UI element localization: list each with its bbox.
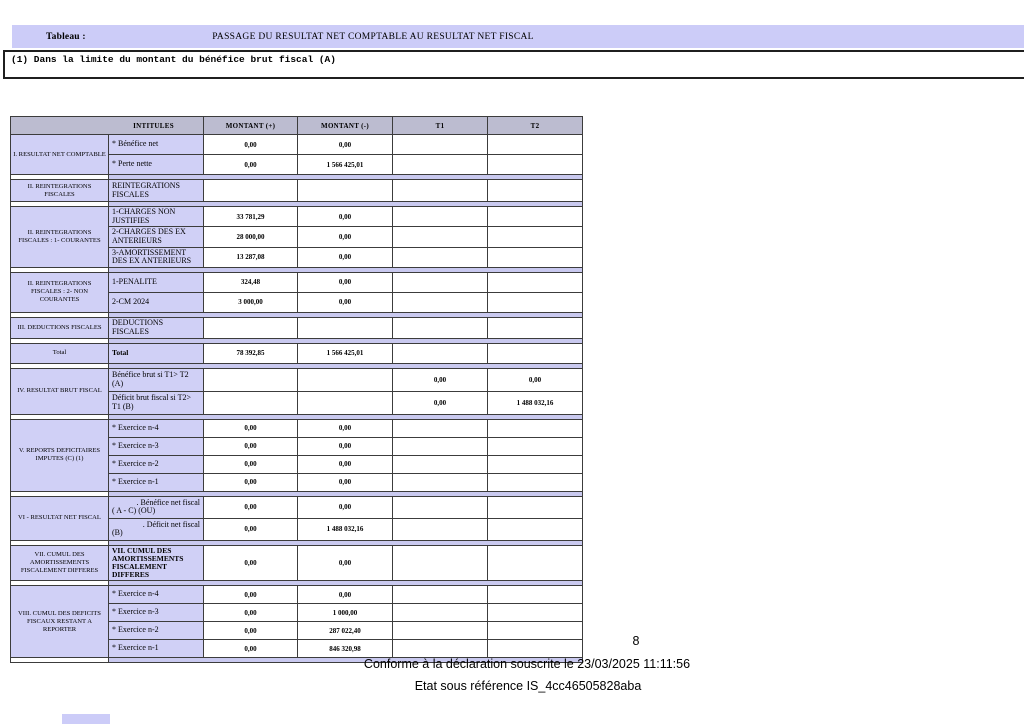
value-cell — [393, 518, 488, 540]
value-cell — [393, 155, 488, 175]
value-cell — [298, 368, 393, 391]
value-cell — [393, 419, 488, 437]
value-cell: 0,00 — [393, 368, 488, 391]
value-cell: 0,00 — [298, 419, 393, 437]
value-cell — [393, 640, 488, 658]
value-cell — [488, 473, 583, 491]
fiscal-table-body — [11, 135, 583, 663]
value-cell — [298, 391, 393, 414]
value-cell — [393, 437, 488, 455]
row-label-cell: 2-CHARGES DES EX ANTERIEURS — [109, 227, 204, 247]
value-cell: 0,00 — [488, 368, 583, 391]
table-row — [11, 343, 583, 363]
row-label-cell: * Exercice n-2 — [109, 622, 204, 640]
value-cell — [488, 135, 583, 155]
value-cell — [488, 247, 583, 267]
row-label-cell: * Exercice n-3 — [109, 604, 204, 622]
row-label-cell: Bénéfice brut si T1> T2 (A) — [109, 368, 204, 391]
value-cell — [488, 640, 583, 658]
section-label-cell: VIII. CUMUL DES DEFICITS FISCAUX RESTANT A REPORTER — [11, 586, 109, 658]
table-row — [11, 586, 583, 604]
value-cell — [488, 622, 583, 640]
value-cell — [393, 247, 488, 267]
footnote-text: (1) Dans la limite du montant du bénéfice brut fiscal (A) — [11, 54, 336, 65]
value-cell — [488, 437, 583, 455]
value-cell: 78 392,85 — [204, 343, 298, 363]
value-cell — [488, 496, 583, 518]
table-row — [11, 272, 583, 292]
value-cell — [488, 292, 583, 312]
table-row — [11, 419, 583, 437]
value-cell — [298, 180, 393, 202]
section-label-cell: IV. RESULTAT BRUT FISCAL — [11, 368, 109, 414]
value-cell: 3 000,00 — [204, 292, 298, 312]
page-header-bar — [12, 25, 1024, 48]
value-cell — [488, 545, 583, 580]
value-cell: 0,00 — [204, 496, 298, 518]
footer-reference-line: Etat sous référence IS_4cc46505828aba — [414, 679, 642, 693]
row-label-cell: VII. CUMUL DES AMORTISSEMENTS FISCALEMENT DIFFERES — [109, 545, 204, 580]
row-label-cell: Total — [109, 343, 204, 363]
section-label-cell: VI - RESULTAT NET FISCAL — [11, 496, 109, 540]
row-label-cell: * Exercice n-3 — [109, 437, 204, 455]
fiscal-table-wrapper — [10, 116, 583, 663]
value-cell: 1 488 032,16 — [488, 391, 583, 414]
value-cell: 1 566 425,01 — [298, 155, 393, 175]
value-cell — [488, 317, 583, 338]
value-cell: 0,00 — [298, 586, 393, 604]
value-cell: 0,00 — [298, 292, 393, 312]
row-label-cell: * Exercice n-1 — [109, 473, 204, 491]
value-cell — [393, 622, 488, 640]
section-label-cell: Total — [11, 343, 109, 363]
value-cell: 33 781,29 — [204, 207, 298, 227]
value-cell: 846 320,98 — [298, 640, 393, 658]
value-cell — [488, 419, 583, 437]
value-cell — [488, 518, 583, 540]
value-cell: 0,00 — [204, 473, 298, 491]
col-header-t1: T1 — [393, 117, 488, 135]
value-cell: 28 000,00 — [204, 227, 298, 247]
value-cell — [488, 227, 583, 247]
value-cell: 1 566 425,01 — [298, 343, 393, 363]
value-cell: 0,00 — [298, 272, 393, 292]
value-cell: 0,00 — [298, 135, 393, 155]
row-label-cell: 2-CM 2024 — [109, 292, 204, 312]
table-row — [11, 135, 583, 155]
section-label-cell: II. REINTEGRATIONS FISCALES — [11, 180, 109, 202]
section-label-cell: V. REPORTS DEFICITAIRES IMPUTES (C) (1) — [11, 419, 109, 491]
value-cell — [204, 317, 298, 338]
row-label-cell: 1-CHARGES NON JUSTIFIES — [109, 207, 204, 227]
value-cell — [393, 604, 488, 622]
row-label-cell: Déficit brut fiscal si T2> T1 (B) — [109, 391, 204, 414]
value-cell — [488, 604, 583, 622]
value-cell: 0,00 — [204, 518, 298, 540]
value-cell: 0,00 — [204, 640, 298, 658]
section-label-cell: I. RESULTAT NET COMPTABLE — [11, 135, 109, 175]
table-header-row — [11, 117, 583, 135]
page-number: 8 — [632, 634, 640, 648]
tableau-label: Tableau : — [46, 31, 86, 42]
row-label-cell: 3-AMORTISSEMENT DES EX ANTERIEURS — [109, 247, 204, 267]
table-row — [11, 317, 583, 338]
value-cell: 0,00 — [298, 545, 393, 580]
section-label-cell: II. REINTEGRATIONS FISCALES : 1- COURANTES — [11, 207, 109, 268]
row-label-cell: * Exercice n-2 — [109, 455, 204, 473]
value-cell — [204, 368, 298, 391]
page-title: PASSAGE DU RESULTAT NET COMPTABLE AU RESULTAT NET FISCAL — [212, 31, 534, 42]
value-cell — [393, 586, 488, 604]
value-cell — [488, 272, 583, 292]
row-label-cell: * Exercice n-4 — [109, 586, 204, 604]
value-cell — [488, 180, 583, 202]
value-cell — [393, 207, 488, 227]
value-cell — [393, 545, 488, 580]
value-cell: 0,00 — [204, 437, 298, 455]
value-cell — [488, 343, 583, 363]
table-row — [11, 180, 583, 202]
value-cell: 0,00 — [298, 473, 393, 491]
value-cell — [393, 496, 488, 518]
value-cell: 0,00 — [298, 247, 393, 267]
value-cell: 0,00 — [204, 586, 298, 604]
section-label-cell: III. DEDUCTIONS FISCALES — [11, 317, 109, 338]
row-label-cell: * Bénéfice net — [109, 135, 204, 155]
value-cell: 287 022,40 — [298, 622, 393, 640]
value-cell: 0,00 — [298, 227, 393, 247]
row-label-cell: . Bénéfice net fiscal ( A - C) (OU) — [109, 496, 204, 518]
row-label-cell: 1-PENALITE — [109, 272, 204, 292]
footnote-box — [3, 50, 1024, 79]
value-cell — [204, 180, 298, 202]
value-cell — [488, 455, 583, 473]
value-cell — [488, 207, 583, 227]
section-label-cell: VII. CUMUL DES AMORTISSEMENTS FISCALEMENT DIFFERES — [11, 545, 109, 580]
row-label-cell: REINTEGRATIONS FISCALES — [109, 180, 204, 202]
col-header-intitules: INTITULES — [11, 117, 204, 135]
value-cell: 0,00 — [204, 545, 298, 580]
value-cell: 0,00 — [298, 437, 393, 455]
value-cell — [488, 155, 583, 175]
row-label-cell: DEDUCTIONS FISCALES — [109, 317, 204, 338]
footer-conformity-line: Conforme à la déclaration souscrite le 23/03/2025 11:11:56 — [363, 657, 691, 671]
value-cell: 0,00 — [204, 622, 298, 640]
value-cell: 13 287,08 — [204, 247, 298, 267]
value-cell — [298, 317, 393, 338]
table-row — [11, 496, 583, 518]
row-label-cell: * Exercice n-4 — [109, 419, 204, 437]
value-cell — [393, 292, 488, 312]
value-cell: 1 488 032,16 — [298, 518, 393, 540]
value-cell — [393, 180, 488, 202]
value-cell: 0,00 — [298, 496, 393, 518]
fiscal-table — [10, 116, 583, 663]
table-row — [11, 545, 583, 580]
value-cell — [393, 272, 488, 292]
value-cell — [393, 227, 488, 247]
value-cell: 0,00 — [204, 155, 298, 175]
row-label-cell: . Déficit net fiscal (B) — [109, 518, 204, 540]
value-cell: 324,48 — [204, 272, 298, 292]
value-cell — [393, 317, 488, 338]
value-cell — [393, 343, 488, 363]
col-header-t2: T2 — [488, 117, 583, 135]
row-label-cell: * Exercice n-1 — [109, 640, 204, 658]
value-cell: 0,00 — [393, 391, 488, 414]
value-cell: 1 000,00 — [298, 604, 393, 622]
table-row — [11, 207, 583, 227]
value-cell: 0,00 — [204, 604, 298, 622]
value-cell: 0,00 — [204, 135, 298, 155]
value-cell — [488, 586, 583, 604]
table-row — [11, 368, 583, 391]
value-cell — [204, 391, 298, 414]
row-label-cell: * Perte nette — [109, 155, 204, 175]
value-cell — [393, 455, 488, 473]
value-cell — [393, 473, 488, 491]
value-cell: 0,00 — [298, 455, 393, 473]
value-cell: 0,00 — [204, 455, 298, 473]
value-cell — [393, 135, 488, 155]
section-label-cell: II. REINTEGRATIONS FISCALES : 2- NON COURANTES — [11, 272, 109, 312]
col-header-montant-minus: MONTANT (-) — [298, 117, 393, 135]
col-header-montant-plus: MONTANT (+) — [204, 117, 298, 135]
value-cell: 0,00 — [204, 419, 298, 437]
next-page-bar-fragment — [62, 714, 110, 724]
value-cell: 0,00 — [298, 207, 393, 227]
